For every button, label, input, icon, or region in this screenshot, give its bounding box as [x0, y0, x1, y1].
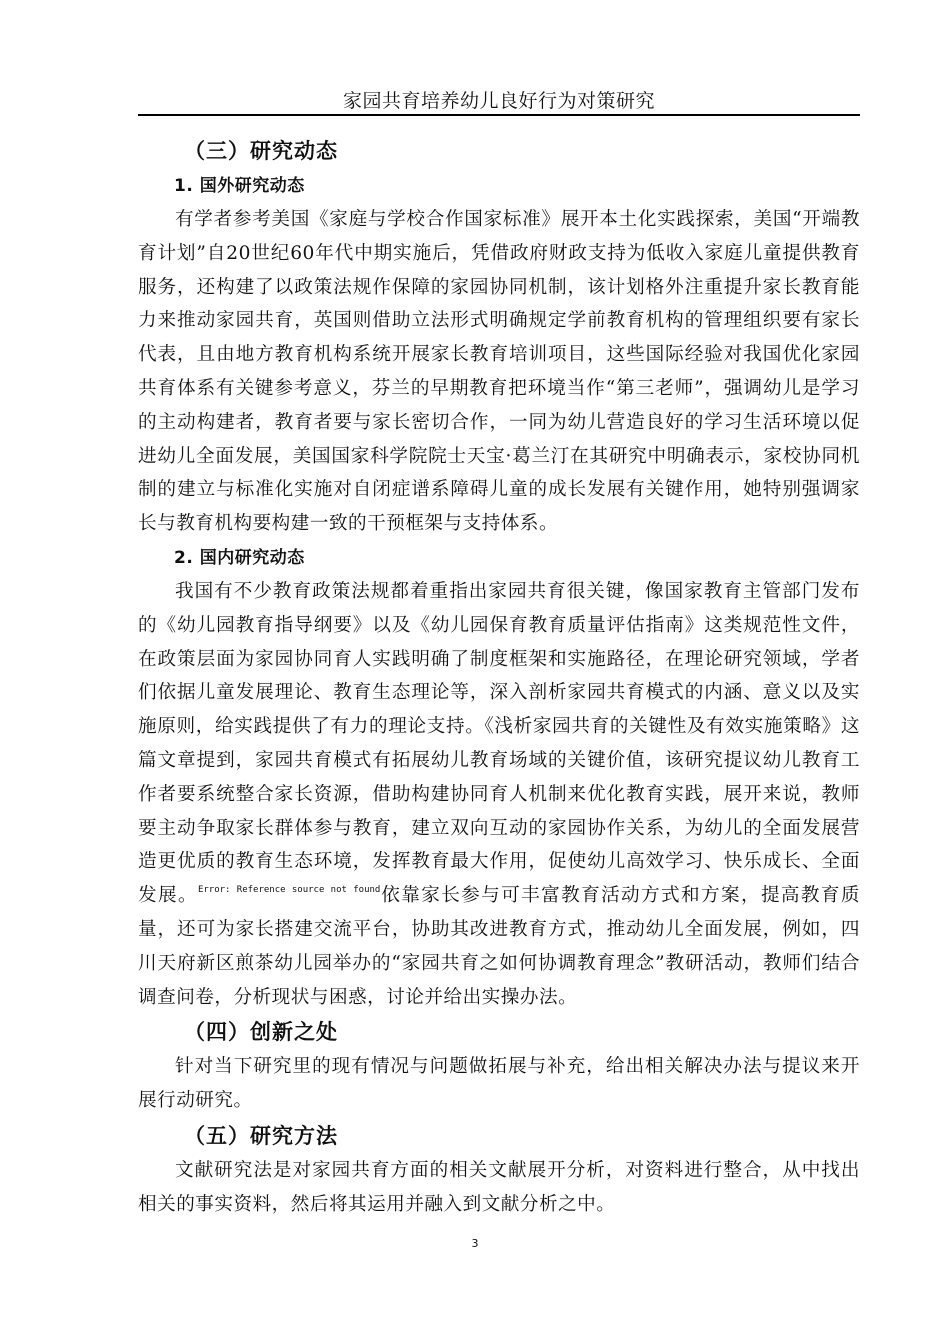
section-heading-methods: （五）研究方法	[184, 1123, 338, 1148]
paragraph-foreign-research: 有学者参考美国《家庭与学校合作国家标准》展开本土化实践探索，美国“开端教育计划”自20世纪60年代中期实施后，凭借政府财政支持为低收入家庭儿童提供教育服务，还构建了以政策法规作保障的家园协同机制，该计划格外注重提升家长教育能力来推动家园共育，英国则借助立法形式明确规定学前教育机构的管理组织要有家长代表，且由地方教育机构系统开展家长教育培训项目，这些国际经验对我国优化家园共育体系有关键参考意义，芬兰的早期教育把环境当作“第三老师”，强调幼儿是学习的主动构建者，教育者要与家长密切合作，一同为幼儿营造良好的学习生活环境以促进幼儿全面发展，美国国家科学院院士天宝·葛兰汀在其研究中明确表示，家校协同机制的建立与标准化实施对自闭症谱系障碍儿童的成长发展有关键作用，她特别强调家长与教育机构要构建一致的干预框架与支持体系。	[138, 209, 860, 535]
reference-error-note: Error: Reference source not found	[197, 885, 381, 896]
section-heading-research-status: （三）研究动态	[184, 139, 338, 163]
paragraph-text-part-2: 依靠家长参与可丰富教育活动方式和方案，提高教育质量，还可为家长搭建交流平台，协助其改进教育方式，推动幼儿全面发展，例如，四川天府新区煎茶幼儿园举办的“家园共育之如何协调教育理念”教研活动，教师们结合调查问卷，分析现状与困惑，讨论并给出实操办法。	[138, 885, 860, 1008]
running-header: 家园共育培养幼儿良好行为对策研究	[342, 90, 655, 112]
page-body	[138, 133, 860, 1222]
page-number: 3	[471, 1237, 479, 1250]
paragraph-domestic-research	[138, 575, 860, 1014]
paragraph-methods: 文献研究法是对家园共育方面的相关文献展开分析，对资料进行整合，从中找出相关的事实资料，然后将其运用并融入到文献分析之中。	[138, 1159, 860, 1215]
subsection-heading-foreign: 1. 国外研究动态	[174, 176, 305, 196]
paragraph-text-part-1: 我国有不少教育政策法规都着重指出家园共育很关键，像国家教育主管部门发布的《幼儿园教育指导纲要》以及《幼儿园保育教育质量评估指南》这类规范性文件，在政策层面为家园协同育人实践明确了制度框架和实施路径，在理论研究领域，学者们依据儿童发展理论、教育生态理论等，深入剖析家园共育模式的内涵、意义以及实施原则，给实践提供了有力的理论支持。《浅析家园共育的关键性及有效实施策略》这篇文章提到，家园共育模式有拓展幼儿教育场域的关键价值，该研究提议幼儿教育工作者要系统整合家长资源，借助构建协同育人机制来优化教育实践，展开来说，教师要主动争取家长群体参与教育，建立双向互动的家园协作关系，为幼儿的全面发展营造更优质的教育生态环境，发挥教育最大作用，促使幼儿高效学习、快乐成长、全面发展。	[138, 580, 860, 907]
paragraph-innovation: 针对当下研究里的现有情况与问题做拓展与补充，给出相关解决办法与提议来开展行动研究。	[138, 1056, 860, 1112]
header-rule	[138, 114, 860, 116]
section-heading-innovation: （四）创新之处	[184, 1020, 338, 1045]
subsection-heading-domestic: 2. 国内研究动态	[174, 547, 305, 568]
